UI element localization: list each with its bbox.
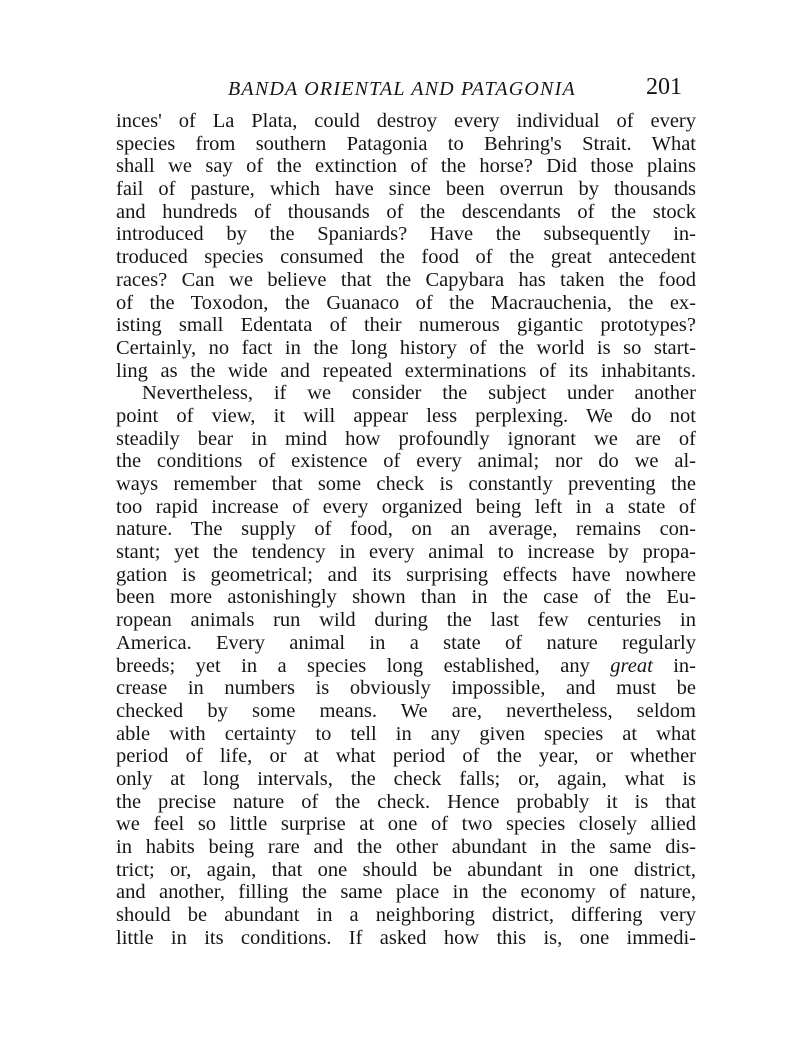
text-line: trict; or, again, that one should be abundant in one district, — [116, 858, 696, 881]
text-line: shall we say of the extinction of the horse? Did those plains — [116, 155, 696, 178]
running-head: BANDA ORIENTAL AND PATAGONIA — [228, 78, 576, 100]
text-line: nature. The supply of food, on an average, remains con- — [116, 518, 696, 541]
emphasized-word: great — [610, 654, 653, 677]
text-line: America. Every animal in a state of nature regularly — [116, 631, 696, 654]
text-line: the precise nature of the check. Hence probably it is that — [116, 790, 696, 813]
text-line: been more astonishingly shown than in the case of the Eu- — [116, 586, 696, 609]
text-line: steadily bear in mind how profoundly ignorant we are of — [116, 427, 696, 450]
paragraph-first-line: Nevertheless, if we consider the subject under another — [142, 382, 696, 405]
line-prefix: breeds; yet in a species long established, any — [116, 654, 611, 677]
text-line: stant; yet the tendency in every animal to increase by propa- — [116, 541, 696, 564]
text-line: in habits being rare and the other abundant in the same dis- — [116, 836, 696, 858]
text-line: should be abundant in a neighboring district, differing very — [116, 904, 696, 927]
text-line: troduced species consumed the food of the great antecedent — [116, 246, 696, 269]
text-line: gation is geometrical; and its surprising effects have nowhere — [116, 563, 696, 586]
text-line: Certainly, no fact in the long history of the world is so start- — [116, 336, 696, 359]
body-text — [116, 110, 696, 949]
text-line: little in its conditions. If asked how this is, one immedi- — [116, 926, 696, 949]
text-line: ways remember that some check is constantly preventing the — [116, 473, 696, 495]
text-line: races? Can we believe that the Capybara has taken the food — [116, 268, 696, 291]
text-line: only at long intervals, the check falls; or, again, what is — [116, 767, 696, 790]
text-line: ropean animals run wild during the last few centuries in — [116, 609, 696, 632]
text-line: inces' of La Plata, could destroy every individual of every — [116, 110, 696, 132]
text-line: crease in numbers is obviously impossible, and must be — [116, 677, 696, 700]
page-number: 201 — [646, 74, 682, 100]
text-line: species from southern Patagonia to Behring's Strait. What — [116, 132, 696, 155]
text-line: isting small Edentata of their numerous gigantic prototypes? — [116, 314, 696, 337]
text-line-with-emphasis — [116, 655, 696, 678]
text-line: and hundreds of thousands of the descendants of the stock — [116, 200, 696, 223]
text-line: we feel so little surprise at one of two species closely allied — [116, 813, 696, 836]
text-line: period of life, or at what period of the year, or whether — [116, 745, 696, 768]
line-suffix: in- — [652, 654, 696, 677]
text-line: too rapid increase of every organized being left in a state of — [116, 495, 696, 518]
text-line: fail of pasture, which have since been overrun by thousands — [116, 178, 696, 201]
text-line: able with certainty to tell in any given species at what — [116, 722, 696, 745]
text-line: and another, filling the same place in the economy of nature, — [116, 881, 696, 904]
text-line: checked by some means. We are, nevertheless, seldom — [116, 699, 696, 722]
text-line: point of view, it will appear less perplexing. We do not — [116, 404, 696, 427]
text-line: ling as the wide and repeated exterminations of its inhabitants. — [116, 359, 696, 382]
page-header — [116, 74, 690, 104]
text-line: introduced by the Spaniards? Have the subsequently in- — [116, 223, 696, 246]
text-line: of the Toxodon, the Guanaco of the Macrauchenia, the ex- — [116, 291, 696, 314]
text-line: the conditions of existence of every animal; nor do we al- — [116, 450, 696, 473]
